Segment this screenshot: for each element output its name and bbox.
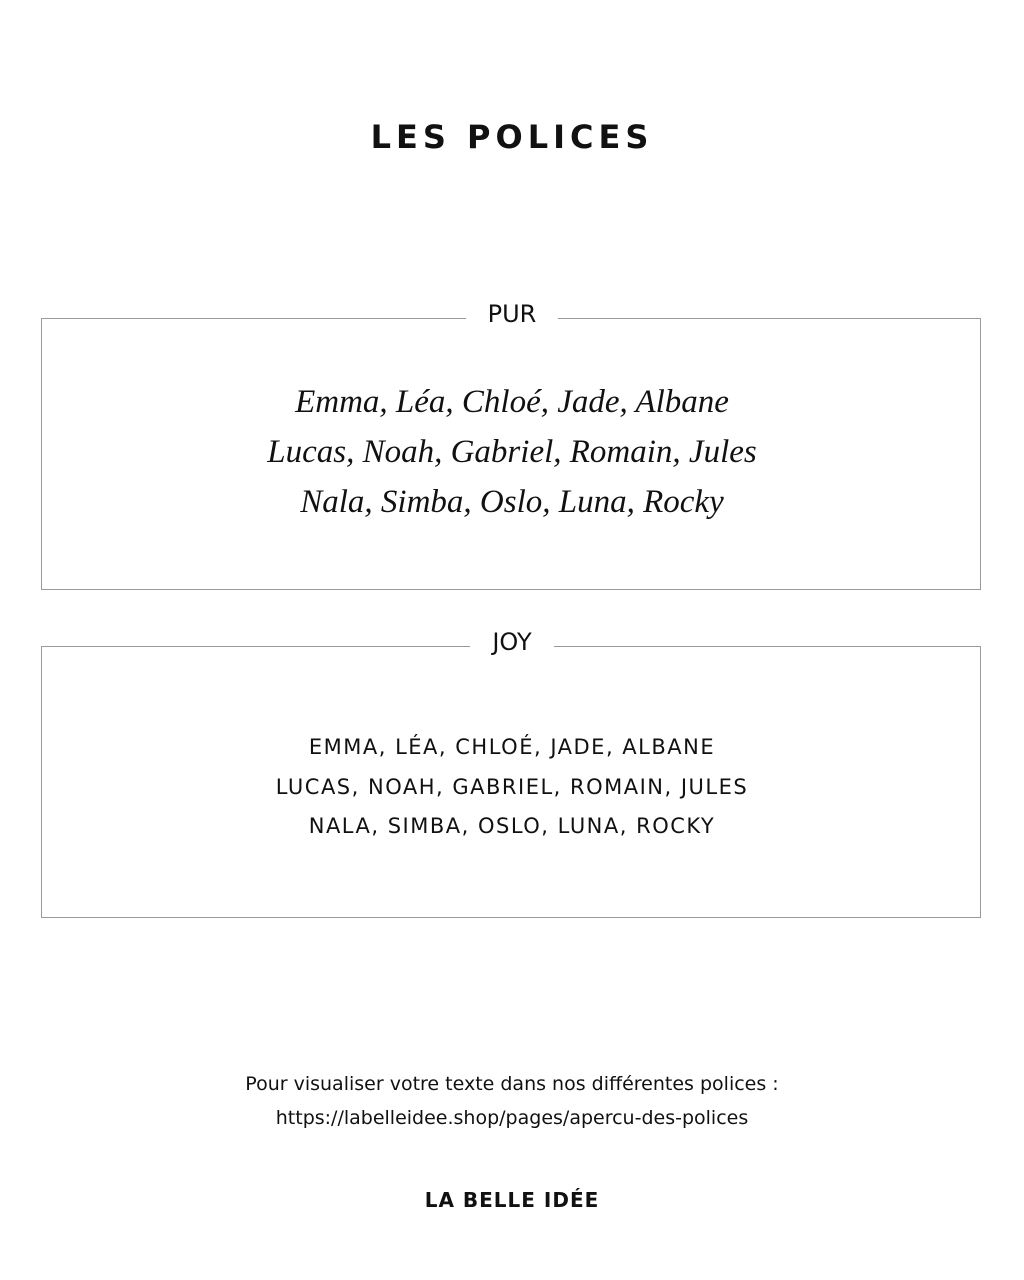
sample-line: Emma, Léa, Chloé, Jade, Albane [295,384,729,420]
sample-line: EMMA, LÉA, CHLOÉ, JADE, ALBANE [308,735,716,759]
brand-name: LA BELLE IDÉE [424,1188,600,1212]
page-title: LES POLICES [370,118,654,156]
sample-line: LUCAS, NOAH, GABRIEL, ROMAIN, JULES [275,775,749,799]
font-label-text: PUR [466,300,559,328]
sample-line: Nala, Simba, Oslo, Luna, Rocky [300,484,724,520]
footer-link[interactable]: https://labelleidee.shop/pages/apercu-des-polices [275,1107,749,1129]
font-label-joy [0,628,1024,656]
font-label-pur [0,300,1024,328]
footer-note: Pour visualiser votre texte dans nos différentes polices : [245,1073,779,1095]
font-label-text: JOY [470,628,553,656]
sample-line: Lucas, Noah, Gabriel, Romain, Jules [267,434,757,470]
sample-line: NALA, SIMBA, OSLO, LUNA, ROCKY [308,814,716,838]
